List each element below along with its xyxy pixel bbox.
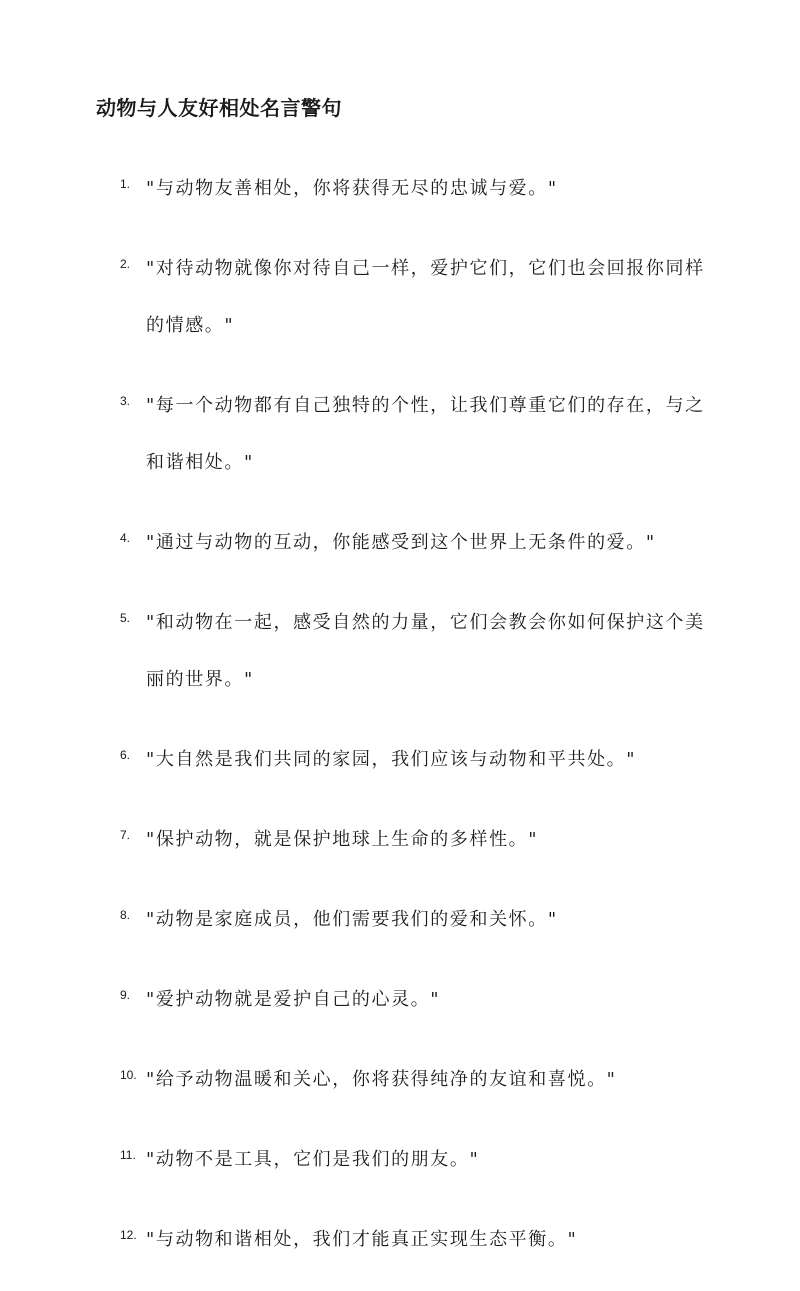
quote-item: [0, 731, 716, 788]
quote-item: [0, 971, 716, 1028]
quote-number: 3.: [120, 394, 131, 408]
quote-item: [0, 1051, 716, 1108]
quote-item: [0, 514, 716, 571]
quote-item: [0, 1211, 716, 1268]
quote-item: [0, 240, 716, 354]
quote-text: "动物不是工具，它们是我们的朋友。": [146, 1149, 480, 1170]
quote-number: 9.: [120, 988, 131, 1002]
quote-number: 12.: [120, 1228, 137, 1242]
quote-list: [0, 160, 800, 1291]
quote-number: 1.: [120, 177, 131, 191]
quote-number: 2.: [120, 257, 131, 271]
quote-number: 7.: [120, 828, 131, 842]
quote-number: 6.: [120, 748, 131, 762]
quote-item: [0, 811, 716, 868]
quote-text: "对待动物就像你对待自己一样，爱护它们，它们也会回报你同样的情感。": [146, 258, 705, 336]
quote-item: [0, 891, 716, 948]
quote-text: "给予动物温暖和关心，你将获得纯净的友谊和喜悦。": [146, 1069, 617, 1090]
quote-text: "爱护动物就是爱护自己的心灵。": [146, 989, 441, 1010]
quote-text: "与动物和谐相处，我们才能真正实现生态平衡。": [146, 1229, 578, 1250]
quote-text: "与动物友善相处，你将获得无尽的忠诚与爱。": [146, 178, 558, 199]
quote-number: 8.: [120, 908, 131, 922]
quote-text: "动物是家庭成员，他们需要我们的爱和关怀。": [146, 909, 558, 930]
document-title: 动物与人友好相处名言警句: [96, 96, 342, 120]
quote-item: [0, 594, 716, 708]
quote-item: [0, 160, 716, 217]
quote-number: 11.: [120, 1148, 136, 1162]
quote-text: "大自然是我们共同的家园，我们应该与动物和平共处。": [146, 749, 637, 770]
quote-text: "通过与动物的互动，你能感受到这个世界上无条件的爱。": [146, 532, 656, 553]
quote-item: [0, 1131, 716, 1188]
quote-text: "每一个动物都有自己独特的个性，让我们尊重它们的存在，与之和谐相处。": [146, 395, 705, 473]
quote-text: "保护动物，就是保护地球上生命的多样性。": [146, 829, 539, 850]
quote-number: 10.: [120, 1068, 137, 1082]
quote-number: 4.: [120, 531, 131, 545]
quote-text: "和动物在一起，感受自然的力量，它们会教会你如何保护这个美丽的世界。": [146, 612, 705, 690]
quote-number: 5.: [120, 611, 131, 625]
quote-item: [0, 377, 716, 491]
